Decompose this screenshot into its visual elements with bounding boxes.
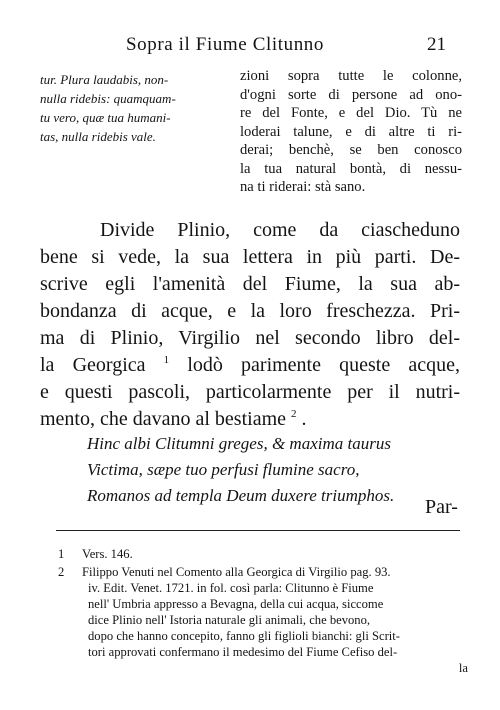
body-line xyxy=(40,352,460,379)
italian-line: zioni sopra tutte le colonne, xyxy=(240,68,462,84)
body-text-segment: la Georgica xyxy=(40,354,146,376)
body-text-segment: mento, che davano al bestiame xyxy=(40,408,287,430)
latin-line: nulla ridebis: quamquam- xyxy=(40,91,176,106)
footnote-line: dice Plinio nell' Istoria naturale gli animali, che bevono, xyxy=(88,613,371,627)
footnote-line: Vers. 146. xyxy=(82,547,133,561)
verse-line: Romanos ad templa Deum duxere triumphos. xyxy=(87,486,395,505)
footnote-number: 2 xyxy=(58,565,65,579)
italian-line: na ti riderai: stà sano. xyxy=(240,179,366,195)
italian-column xyxy=(240,67,462,197)
footnote-divider xyxy=(56,530,460,531)
body-line xyxy=(40,406,460,433)
verse-line: Hinc albi Clitumni greges, & maxima taurus xyxy=(87,434,391,453)
footnote-line: iv. Edit. Venet. 1721. in fol. così parla: Clitunno è Fiume xyxy=(88,581,374,595)
footnote-ref[interactable]: 2 xyxy=(291,408,297,420)
footnotes xyxy=(58,546,468,676)
latin-line: tu vero, quæ tua humani- xyxy=(40,110,171,125)
body-line: ma di Plinio, Virgilio nel secondo libro del- xyxy=(40,327,460,349)
body-paragraph xyxy=(40,217,460,433)
italian-line: re del Fonte, e del Dio. Tù ne xyxy=(240,105,462,121)
header-title: Sopra il Fiume Clitunno xyxy=(126,34,325,55)
latin-line: tur. Plura laudabis, non- xyxy=(40,72,169,87)
verse-quotation xyxy=(87,431,467,509)
catchword: Par- xyxy=(425,496,458,518)
body-line: Divide Plinio, come da ciascheduno xyxy=(100,219,460,241)
italian-line: loderai talune, e di altre ti ri- xyxy=(240,123,462,140)
body-line: bene si vede, la sua lettera in più parti. De- xyxy=(40,246,460,268)
body-text-segment: lodò parimente queste acque, xyxy=(187,354,461,376)
body-line: e questi pascoli, particolarmente per il nutri- xyxy=(40,381,460,403)
footnote-line: nell' Umbria appresso a Bevagna, della cui acqua, siccome xyxy=(88,597,384,611)
footnote xyxy=(58,546,468,562)
footnote-ref[interactable]: 1 xyxy=(163,354,170,366)
footnote-line: la xyxy=(458,661,468,675)
body-text-segment: . xyxy=(301,408,307,430)
page-number: 21 xyxy=(427,34,446,55)
italian-line: d'ogni sorte di persone ad ono- xyxy=(240,86,462,103)
footnote-line: Filippo Venuti nel Comento alla Georgica di Virgilio pag. 93. xyxy=(82,565,391,579)
italian-line: la tua natural bontà, di nessu- xyxy=(240,160,462,177)
running-header xyxy=(0,34,500,56)
footnote xyxy=(58,564,468,676)
footnote-line: tori approvati confermano il medesimo del Fiume Cefiso del- xyxy=(88,645,398,659)
verse-line: Victima, sæpe tuo perfusi flumine sacro, xyxy=(87,460,360,479)
body-line: bondanza di acque, e la loro freschezza. Pri- xyxy=(40,300,460,322)
italian-line: derai; benchè, se ben conosco xyxy=(240,142,462,158)
footnote-line: dopo che hanno concepito, fanno gli figlioli bianchi: gli Scrit- xyxy=(88,629,400,643)
body-line: scrive egli l'amenità del Fiume, la sua ab- xyxy=(40,273,460,295)
latin-column xyxy=(40,70,230,146)
footnote-number: 1 xyxy=(58,547,65,561)
latin-line: tas, nulla ridebis vale. xyxy=(40,129,156,144)
